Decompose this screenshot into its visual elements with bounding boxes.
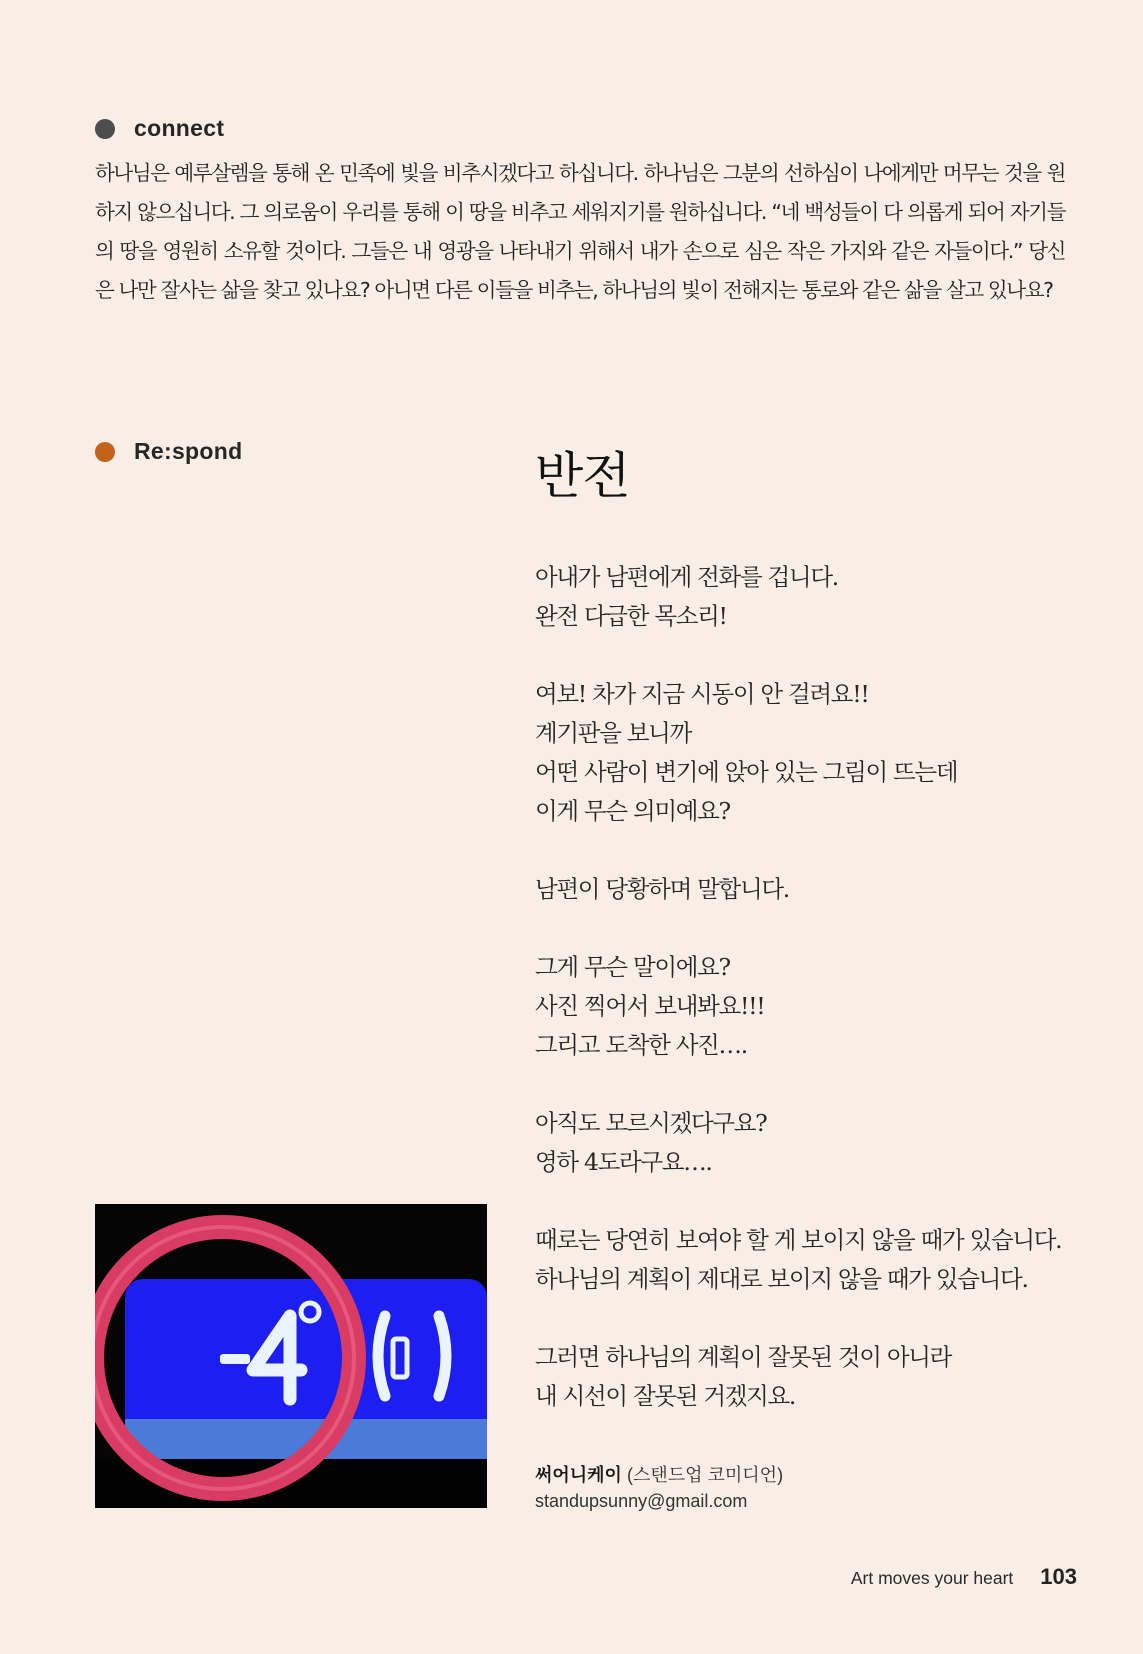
footer-tagline: Art moves your heart <box>850 1568 1014 1588</box>
page-number: 103 <box>1040 1564 1077 1589</box>
author-role: (스탠드업 코미디언) <box>626 1465 784 1485</box>
poem-line: 완전 다급한 목소리! <box>535 602 727 630</box>
respond-label: Re:spond <box>134 438 243 464</box>
poem-stanza <box>535 1338 1095 1416</box>
poem-line: 하나님의 계획이 제대로 보이지 않을 때가 있습니다. <box>535 1265 1028 1293</box>
dashboard-minus-4-degree-icon <box>95 1204 487 1508</box>
respond-heading <box>95 438 242 465</box>
poem-line: 때로는 당연히 보여야 할 게 보이지 않을 때가 있습니다. <box>535 1226 1062 1254</box>
poem-line: 사진 찍어서 보내봐요!!! <box>535 992 765 1020</box>
poem-stanza <box>535 870 1095 909</box>
poem-line: 그리고 도착한 사진…. <box>535 1031 747 1059</box>
author-credit <box>535 1462 783 1514</box>
author-name: 써어니케이 <box>535 1465 622 1485</box>
poem-line: 남편이 당황하며 말합니다. <box>535 875 789 903</box>
poem-line: 여보! 차가 지금 시동이 안 걸려요!! <box>535 680 869 708</box>
poem-title: 반전 <box>535 447 630 505</box>
poem-stanza <box>535 675 1095 831</box>
poem-stanza <box>535 558 1095 636</box>
poem-line: 아직도 모르시겠다구요? <box>535 1109 767 1137</box>
poem-line: 그게 무슨 말이에요? <box>535 953 730 981</box>
poem-body <box>535 558 1095 1455</box>
poem-line: 아내가 남편에게 전화를 겁니다. <box>535 563 838 591</box>
connect-paragraph: 하나님은 예루살렘을 통해 온 민족에 빛을 비추시겠다고 하십니다. 하나님은 그분의 선하심이 나에게만 머무는 것을 원하지 않으십니다. 그 의로움이 우리를 통해 이 땅을 비추고 세워지기를 원하십니다. “네 백성들이 다 의롭게 되어 자기들의 땅을 영원히 소유할 것이다. 그들은 내 영광을 나타내기 위해서 내가 손으로 심은 작은 가지와 같은 자들이다.” 당신은 나만 잘사는 삶을 찾고 있나요? 아니면 다른 이들을 비추는, 하나님의 빛이 전해지는 통로와 같은 삶을 살고 있나요? <box>95 161 1065 302</box>
poem-line: 어떤 사람이 변기에 앉아 있는 그림이 뜨는데 <box>535 758 958 786</box>
connect-label: connect <box>134 115 225 141</box>
author-email: standupsunny@gmail.com <box>535 1491 748 1511</box>
poem-stanza <box>535 1104 1095 1182</box>
poem-line: 영하 4도라구요…. <box>535 1148 712 1176</box>
poem-line: 계기판을 보니까 <box>535 719 691 747</box>
poem-stanza <box>535 948 1095 1065</box>
poem-line: 그러면 하나님의 계획이 잘못된 것이 아니라 <box>535 1343 952 1371</box>
connect-dot-icon <box>95 119 115 139</box>
page-footer <box>851 1564 1077 1590</box>
poem-line: 이게 무슨 의미예요? <box>535 797 730 825</box>
respond-dot-icon <box>95 442 115 462</box>
connect-heading <box>95 115 224 142</box>
poem-line: 내 시선이 잘못된 거겠지요. <box>535 1382 796 1410</box>
poem-stanza <box>535 1221 1095 1299</box>
dashboard-photo <box>95 1204 487 1508</box>
